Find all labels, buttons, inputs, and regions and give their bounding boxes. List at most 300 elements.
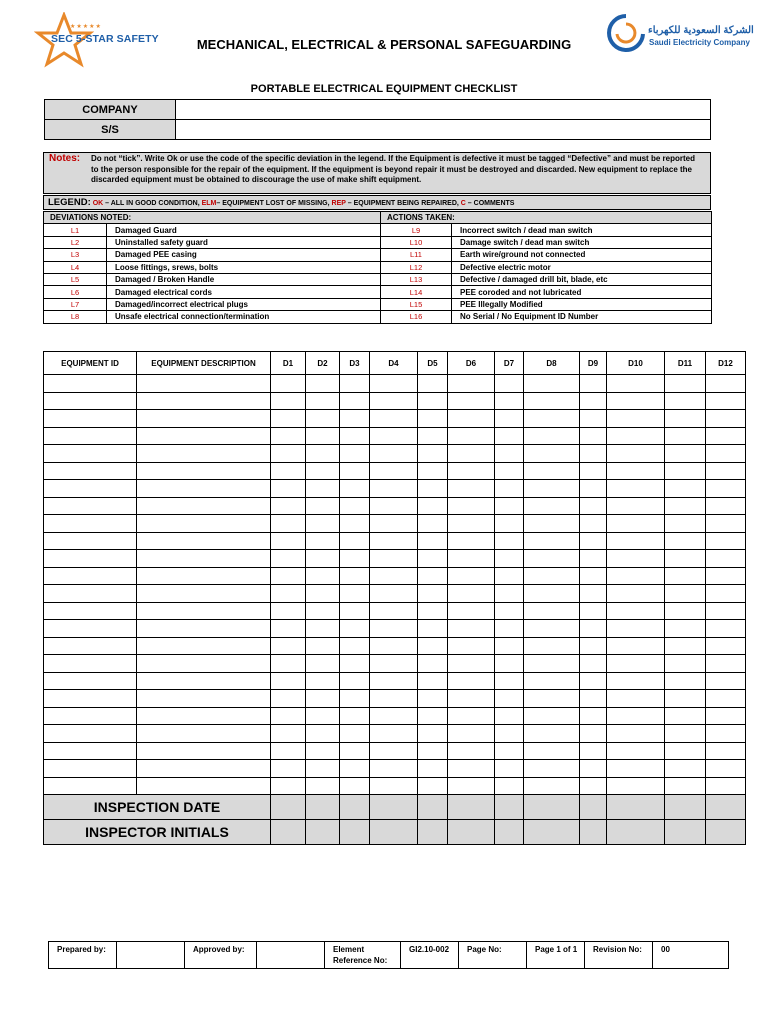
- day-check-cell[interactable]: [607, 760, 665, 778]
- inspection-date-cell[interactable]: [340, 795, 370, 820]
- day-check-cell[interactable]: [448, 410, 495, 428]
- day-check-cell[interactable]: [370, 637, 418, 655]
- equipment-description-cell[interactable]: [137, 427, 271, 445]
- day-check-cell[interactable]: [706, 742, 746, 760]
- day-check-cell[interactable]: [340, 550, 370, 568]
- day-check-cell[interactable]: [495, 427, 524, 445]
- day-check-cell[interactable]: [418, 427, 448, 445]
- equipment-description-cell[interactable]: [137, 550, 271, 568]
- day-check-cell[interactable]: [306, 672, 340, 690]
- day-check-cell[interactable]: [580, 725, 607, 743]
- day-check-cell[interactable]: [271, 375, 306, 393]
- day-check-cell[interactable]: [271, 462, 306, 480]
- day-check-cell[interactable]: [495, 760, 524, 778]
- day-check-cell[interactable]: [448, 550, 495, 568]
- equipment-id-cell[interactable]: [44, 427, 137, 445]
- day-check-cell[interactable]: [495, 497, 524, 515]
- day-check-cell[interactable]: [706, 497, 746, 515]
- day-check-cell[interactable]: [607, 707, 665, 725]
- day-check-cell[interactable]: [524, 637, 580, 655]
- day-check-cell[interactable]: [370, 725, 418, 743]
- day-check-cell[interactable]: [706, 655, 746, 673]
- day-check-cell[interactable]: [524, 725, 580, 743]
- day-check-cell[interactable]: [495, 742, 524, 760]
- day-check-cell[interactable]: [495, 462, 524, 480]
- equipment-id-cell[interactable]: [44, 777, 137, 795]
- day-check-cell[interactable]: [340, 567, 370, 585]
- day-check-cell[interactable]: [524, 672, 580, 690]
- equipment-description-cell[interactable]: [137, 602, 271, 620]
- day-check-cell[interactable]: [418, 532, 448, 550]
- day-check-cell[interactable]: [271, 445, 306, 463]
- day-check-cell[interactable]: [340, 392, 370, 410]
- day-check-cell[interactable]: [665, 707, 706, 725]
- day-check-cell[interactable]: [665, 532, 706, 550]
- day-check-cell[interactable]: [524, 690, 580, 708]
- day-check-cell[interactable]: [271, 777, 306, 795]
- day-check-cell[interactable]: [607, 655, 665, 673]
- day-check-cell[interactable]: [580, 602, 607, 620]
- day-check-cell[interactable]: [340, 707, 370, 725]
- day-check-cell[interactable]: [706, 760, 746, 778]
- day-check-cell[interactable]: [306, 497, 340, 515]
- day-check-cell[interactable]: [706, 585, 746, 603]
- day-check-cell[interactable]: [418, 375, 448, 393]
- day-check-cell[interactable]: [418, 497, 448, 515]
- day-check-cell[interactable]: [495, 637, 524, 655]
- day-check-cell[interactable]: [706, 777, 746, 795]
- day-check-cell[interactable]: [524, 567, 580, 585]
- day-check-cell[interactable]: [370, 777, 418, 795]
- day-check-cell[interactable]: [340, 655, 370, 673]
- day-check-cell[interactable]: [607, 690, 665, 708]
- day-check-cell[interactable]: [448, 707, 495, 725]
- day-check-cell[interactable]: [495, 707, 524, 725]
- day-check-cell[interactable]: [706, 445, 746, 463]
- day-check-cell[interactable]: [448, 655, 495, 673]
- day-check-cell[interactable]: [495, 672, 524, 690]
- day-check-cell[interactable]: [271, 760, 306, 778]
- day-check-cell[interactable]: [665, 375, 706, 393]
- equipment-id-cell[interactable]: [44, 585, 137, 603]
- day-check-cell[interactable]: [271, 410, 306, 428]
- day-check-cell[interactable]: [495, 567, 524, 585]
- day-check-cell[interactable]: [706, 392, 746, 410]
- day-check-cell[interactable]: [580, 550, 607, 568]
- day-check-cell[interactable]: [306, 602, 340, 620]
- day-check-cell[interactable]: [271, 707, 306, 725]
- day-check-cell[interactable]: [580, 410, 607, 428]
- day-check-cell[interactable]: [706, 690, 746, 708]
- day-check-cell[interactable]: [524, 480, 580, 498]
- day-check-cell[interactable]: [370, 515, 418, 533]
- day-check-cell[interactable]: [524, 707, 580, 725]
- equipment-description-cell[interactable]: [137, 497, 271, 515]
- day-check-cell[interactable]: [340, 725, 370, 743]
- equipment-id-cell[interactable]: [44, 707, 137, 725]
- day-check-cell[interactable]: [370, 532, 418, 550]
- day-check-cell[interactable]: [418, 392, 448, 410]
- day-check-cell[interactable]: [271, 620, 306, 638]
- day-check-cell[interactable]: [607, 620, 665, 638]
- day-check-cell[interactable]: [448, 690, 495, 708]
- day-check-cell[interactable]: [418, 760, 448, 778]
- day-check-cell[interactable]: [340, 480, 370, 498]
- day-check-cell[interactable]: [580, 760, 607, 778]
- day-check-cell[interactable]: [706, 550, 746, 568]
- day-check-cell[interactable]: [706, 427, 746, 445]
- day-check-cell[interactable]: [370, 585, 418, 603]
- day-check-cell[interactable]: [370, 427, 418, 445]
- day-check-cell[interactable]: [706, 637, 746, 655]
- inspector-initials-cell[interactable]: [271, 820, 306, 845]
- day-check-cell[interactable]: [665, 410, 706, 428]
- day-check-cell[interactable]: [370, 620, 418, 638]
- day-check-cell[interactable]: [306, 410, 340, 428]
- equipment-description-cell[interactable]: [137, 760, 271, 778]
- day-check-cell[interactable]: [418, 742, 448, 760]
- day-check-cell[interactable]: [271, 602, 306, 620]
- equipment-description-cell[interactable]: [137, 620, 271, 638]
- day-check-cell[interactable]: [271, 550, 306, 568]
- day-check-cell[interactable]: [418, 462, 448, 480]
- day-check-cell[interactable]: [448, 777, 495, 795]
- inspector-initials-cell[interactable]: [306, 820, 340, 845]
- day-check-cell[interactable]: [580, 672, 607, 690]
- day-check-cell[interactable]: [607, 480, 665, 498]
- day-check-cell[interactable]: [706, 480, 746, 498]
- day-check-cell[interactable]: [607, 777, 665, 795]
- day-check-cell[interactable]: [418, 637, 448, 655]
- day-check-cell[interactable]: [448, 497, 495, 515]
- day-check-cell[interactable]: [340, 602, 370, 620]
- day-check-cell[interactable]: [418, 690, 448, 708]
- day-check-cell[interactable]: [340, 672, 370, 690]
- day-check-cell[interactable]: [306, 427, 340, 445]
- day-check-cell[interactable]: [340, 462, 370, 480]
- day-check-cell[interactable]: [306, 760, 340, 778]
- day-check-cell[interactable]: [607, 742, 665, 760]
- day-check-cell[interactable]: [370, 672, 418, 690]
- equipment-id-cell[interactable]: [44, 532, 137, 550]
- inspector-initials-cell[interactable]: [370, 820, 418, 845]
- day-check-cell[interactable]: [495, 602, 524, 620]
- day-check-cell[interactable]: [524, 655, 580, 673]
- day-check-cell[interactable]: [418, 777, 448, 795]
- day-check-cell[interactable]: [580, 392, 607, 410]
- day-check-cell[interactable]: [607, 445, 665, 463]
- day-check-cell[interactable]: [495, 690, 524, 708]
- day-check-cell[interactable]: [370, 655, 418, 673]
- day-check-cell[interactable]: [580, 620, 607, 638]
- day-check-cell[interactable]: [306, 515, 340, 533]
- day-check-cell[interactable]: [448, 602, 495, 620]
- day-check-cell[interactable]: [665, 480, 706, 498]
- day-check-cell[interactable]: [370, 742, 418, 760]
- day-check-cell[interactable]: [524, 462, 580, 480]
- day-check-cell[interactable]: [665, 392, 706, 410]
- day-check-cell[interactable]: [580, 375, 607, 393]
- day-check-cell[interactable]: [580, 690, 607, 708]
- day-check-cell[interactable]: [580, 655, 607, 673]
- day-check-cell[interactable]: [340, 742, 370, 760]
- day-check-cell[interactable]: [271, 497, 306, 515]
- day-check-cell[interactable]: [495, 445, 524, 463]
- equipment-description-cell[interactable]: [137, 410, 271, 428]
- day-check-cell[interactable]: [706, 567, 746, 585]
- day-check-cell[interactable]: [495, 375, 524, 393]
- day-check-cell[interactable]: [340, 445, 370, 463]
- day-check-cell[interactable]: [448, 445, 495, 463]
- day-check-cell[interactable]: [495, 392, 524, 410]
- day-check-cell[interactable]: [580, 532, 607, 550]
- ss-field[interactable]: [176, 120, 711, 140]
- day-check-cell[interactable]: [524, 550, 580, 568]
- day-check-cell[interactable]: [524, 445, 580, 463]
- day-check-cell[interactable]: [580, 742, 607, 760]
- day-check-cell[interactable]: [580, 445, 607, 463]
- day-check-cell[interactable]: [524, 515, 580, 533]
- day-check-cell[interactable]: [665, 567, 706, 585]
- day-check-cell[interactable]: [524, 375, 580, 393]
- day-check-cell[interactable]: [271, 690, 306, 708]
- day-check-cell[interactable]: [607, 375, 665, 393]
- day-check-cell[interactable]: [665, 585, 706, 603]
- day-check-cell[interactable]: [448, 725, 495, 743]
- day-check-cell[interactable]: [340, 427, 370, 445]
- day-check-cell[interactable]: [448, 392, 495, 410]
- day-check-cell[interactable]: [706, 410, 746, 428]
- day-check-cell[interactable]: [607, 392, 665, 410]
- equipment-id-cell[interactable]: [44, 462, 137, 480]
- inspector-initials-cell[interactable]: [524, 820, 580, 845]
- day-check-cell[interactable]: [418, 707, 448, 725]
- day-check-cell[interactable]: [665, 742, 706, 760]
- day-check-cell[interactable]: [706, 515, 746, 533]
- day-check-cell[interactable]: [340, 375, 370, 393]
- day-check-cell[interactable]: [665, 725, 706, 743]
- day-check-cell[interactable]: [306, 690, 340, 708]
- equipment-id-cell[interactable]: [44, 567, 137, 585]
- day-check-cell[interactable]: [580, 497, 607, 515]
- equipment-id-cell[interactable]: [44, 760, 137, 778]
- day-check-cell[interactable]: [271, 637, 306, 655]
- day-check-cell[interactable]: [306, 567, 340, 585]
- day-check-cell[interactable]: [306, 585, 340, 603]
- inspector-initials-cell[interactable]: [665, 820, 706, 845]
- day-check-cell[interactable]: [306, 480, 340, 498]
- day-check-cell[interactable]: [524, 620, 580, 638]
- day-check-cell[interactable]: [524, 392, 580, 410]
- equipment-id-cell[interactable]: [44, 690, 137, 708]
- day-check-cell[interactable]: [418, 585, 448, 603]
- day-check-cell[interactable]: [340, 760, 370, 778]
- day-check-cell[interactable]: [370, 480, 418, 498]
- day-check-cell[interactable]: [306, 550, 340, 568]
- day-check-cell[interactable]: [340, 637, 370, 655]
- equipment-description-cell[interactable]: [137, 672, 271, 690]
- equipment-id-cell[interactable]: [44, 515, 137, 533]
- inspection-date-cell[interactable]: [524, 795, 580, 820]
- equipment-description-cell[interactable]: [137, 462, 271, 480]
- day-check-cell[interactable]: [495, 620, 524, 638]
- day-check-cell[interactable]: [271, 725, 306, 743]
- day-check-cell[interactable]: [524, 777, 580, 795]
- equipment-description-cell[interactable]: [137, 725, 271, 743]
- day-check-cell[interactable]: [706, 620, 746, 638]
- day-check-cell[interactable]: [665, 427, 706, 445]
- day-check-cell[interactable]: [524, 497, 580, 515]
- equipment-id-cell[interactable]: [44, 445, 137, 463]
- day-check-cell[interactable]: [495, 515, 524, 533]
- day-check-cell[interactable]: [665, 655, 706, 673]
- day-check-cell[interactable]: [448, 480, 495, 498]
- equipment-id-cell[interactable]: [44, 410, 137, 428]
- day-check-cell[interactable]: [580, 585, 607, 603]
- day-check-cell[interactable]: [607, 497, 665, 515]
- day-check-cell[interactable]: [340, 410, 370, 428]
- day-check-cell[interactable]: [706, 462, 746, 480]
- equipment-description-cell[interactable]: [137, 707, 271, 725]
- day-check-cell[interactable]: [495, 725, 524, 743]
- equipment-description-cell[interactable]: [137, 777, 271, 795]
- day-check-cell[interactable]: [271, 672, 306, 690]
- day-check-cell[interactable]: [607, 602, 665, 620]
- day-check-cell[interactable]: [306, 707, 340, 725]
- inspection-date-cell[interactable]: [706, 795, 746, 820]
- inspector-initials-cell[interactable]: [340, 820, 370, 845]
- day-check-cell[interactable]: [418, 445, 448, 463]
- day-check-cell[interactable]: [370, 550, 418, 568]
- day-check-cell[interactable]: [607, 427, 665, 445]
- day-check-cell[interactable]: [306, 742, 340, 760]
- inspection-date-cell[interactable]: [607, 795, 665, 820]
- day-check-cell[interactable]: [580, 427, 607, 445]
- day-check-cell[interactable]: [306, 655, 340, 673]
- day-check-cell[interactable]: [370, 690, 418, 708]
- day-check-cell[interactable]: [448, 585, 495, 603]
- equipment-id-cell[interactable]: [44, 637, 137, 655]
- equipment-id-cell[interactable]: [44, 497, 137, 515]
- day-check-cell[interactable]: [495, 777, 524, 795]
- equipment-description-cell[interactable]: [137, 515, 271, 533]
- company-field[interactable]: [176, 100, 711, 120]
- day-check-cell[interactable]: [340, 620, 370, 638]
- inspection-date-cell[interactable]: [448, 795, 495, 820]
- equipment-description-cell[interactable]: [137, 480, 271, 498]
- day-check-cell[interactable]: [306, 375, 340, 393]
- day-check-cell[interactable]: [271, 480, 306, 498]
- equipment-description-cell[interactable]: [137, 375, 271, 393]
- day-check-cell[interactable]: [418, 550, 448, 568]
- day-check-cell[interactable]: [665, 690, 706, 708]
- day-check-cell[interactable]: [665, 462, 706, 480]
- day-check-cell[interactable]: [495, 410, 524, 428]
- day-check-cell[interactable]: [524, 410, 580, 428]
- day-check-cell[interactable]: [706, 532, 746, 550]
- day-check-cell[interactable]: [418, 515, 448, 533]
- day-check-cell[interactable]: [448, 567, 495, 585]
- day-check-cell[interactable]: [706, 602, 746, 620]
- day-check-cell[interactable]: [665, 777, 706, 795]
- day-check-cell[interactable]: [418, 620, 448, 638]
- day-check-cell[interactable]: [271, 515, 306, 533]
- day-check-cell[interactable]: [607, 410, 665, 428]
- day-check-cell[interactable]: [607, 550, 665, 568]
- equipment-description-cell[interactable]: [137, 742, 271, 760]
- day-check-cell[interactable]: [340, 777, 370, 795]
- day-check-cell[interactable]: [340, 532, 370, 550]
- day-check-cell[interactable]: [706, 375, 746, 393]
- day-check-cell[interactable]: [607, 585, 665, 603]
- day-check-cell[interactable]: [580, 707, 607, 725]
- day-check-cell[interactable]: [448, 462, 495, 480]
- day-check-cell[interactable]: [271, 655, 306, 673]
- day-check-cell[interactable]: [418, 672, 448, 690]
- day-check-cell[interactable]: [495, 532, 524, 550]
- day-check-cell[interactable]: [271, 532, 306, 550]
- day-check-cell[interactable]: [306, 725, 340, 743]
- day-check-cell[interactable]: [418, 725, 448, 743]
- inspector-initials-cell[interactable]: [418, 820, 448, 845]
- day-check-cell[interactable]: [340, 585, 370, 603]
- approved-by-field[interactable]: [257, 942, 325, 969]
- day-check-cell[interactable]: [271, 427, 306, 445]
- day-check-cell[interactable]: [607, 462, 665, 480]
- day-check-cell[interactable]: [580, 462, 607, 480]
- day-check-cell[interactable]: [524, 742, 580, 760]
- inspector-initials-cell[interactable]: [706, 820, 746, 845]
- day-check-cell[interactable]: [580, 567, 607, 585]
- day-check-cell[interactable]: [607, 672, 665, 690]
- equipment-id-cell[interactable]: [44, 672, 137, 690]
- day-check-cell[interactable]: [665, 620, 706, 638]
- day-check-cell[interactable]: [580, 480, 607, 498]
- day-check-cell[interactable]: [448, 427, 495, 445]
- day-check-cell[interactable]: [370, 707, 418, 725]
- equipment-description-cell[interactable]: [137, 655, 271, 673]
- day-check-cell[interactable]: [306, 445, 340, 463]
- equipment-id-cell[interactable]: [44, 602, 137, 620]
- inspector-initials-cell[interactable]: [607, 820, 665, 845]
- day-check-cell[interactable]: [271, 392, 306, 410]
- inspection-date-cell[interactable]: [418, 795, 448, 820]
- day-check-cell[interactable]: [370, 392, 418, 410]
- day-check-cell[interactable]: [665, 672, 706, 690]
- equipment-id-cell[interactable]: [44, 375, 137, 393]
- equipment-id-cell[interactable]: [44, 742, 137, 760]
- inspection-date-cell[interactable]: [580, 795, 607, 820]
- day-check-cell[interactable]: [370, 375, 418, 393]
- day-check-cell[interactable]: [448, 515, 495, 533]
- day-check-cell[interactable]: [418, 602, 448, 620]
- day-check-cell[interactable]: [370, 497, 418, 515]
- day-check-cell[interactable]: [607, 532, 665, 550]
- inspection-date-cell[interactable]: [665, 795, 706, 820]
- day-check-cell[interactable]: [370, 760, 418, 778]
- day-check-cell[interactable]: [448, 532, 495, 550]
- equipment-id-cell[interactable]: [44, 655, 137, 673]
- day-check-cell[interactable]: [495, 550, 524, 568]
- day-check-cell[interactable]: [340, 497, 370, 515]
- day-check-cell[interactable]: [271, 742, 306, 760]
- equipment-id-cell[interactable]: [44, 620, 137, 638]
- day-check-cell[interactable]: [665, 550, 706, 568]
- inspector-initials-cell[interactable]: [580, 820, 607, 845]
- day-check-cell[interactable]: [370, 410, 418, 428]
- day-check-cell[interactable]: [306, 637, 340, 655]
- day-check-cell[interactable]: [306, 777, 340, 795]
